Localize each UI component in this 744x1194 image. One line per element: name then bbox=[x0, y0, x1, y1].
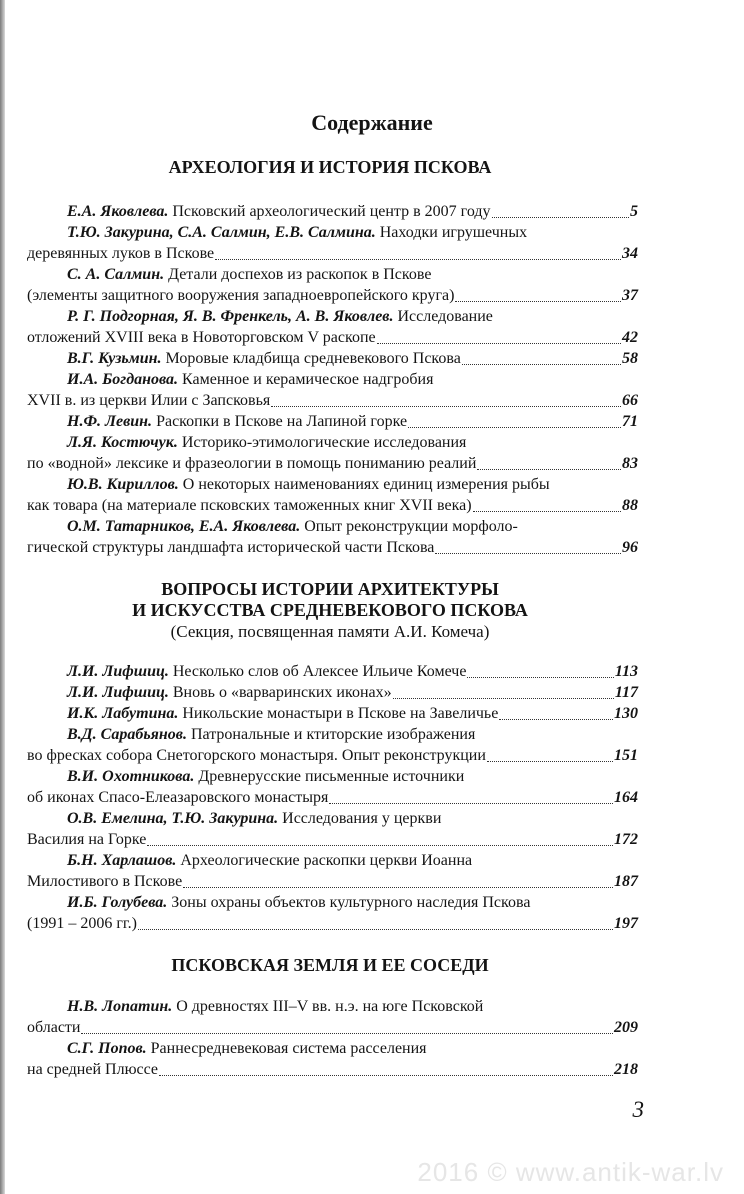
entry-title-line: во фресках собора Снетогорского монастыря. Опыт реконструкции bbox=[27, 747, 486, 764]
toc-entry[interactable] bbox=[27, 724, 638, 766]
entry-title-line: Моровые кладбища средневекового Пскова bbox=[165, 350, 461, 367]
entry-page: 88 bbox=[622, 497, 638, 514]
dot-leader bbox=[138, 909, 613, 930]
entry-author: И.Б. Голубева. bbox=[67, 894, 168, 911]
entry-page: 37 bbox=[622, 287, 638, 304]
dot-leader bbox=[215, 239, 621, 260]
dot-leader bbox=[467, 657, 613, 678]
dot-leader bbox=[435, 533, 621, 554]
entry-author: Т.Ю. Закурина, С.А. Салмин, Е.В. Салмина. bbox=[67, 224, 376, 241]
entry-page: 172 bbox=[614, 831, 638, 848]
entry-title-line: Находки игрушечных bbox=[379, 224, 528, 241]
entry-page: 197 bbox=[614, 915, 638, 932]
dot-leader bbox=[377, 323, 621, 344]
section-subtitle: (Секция, посвященная памяти А.И. Комеча) bbox=[170, 622, 490, 641]
toc-entry[interactable] bbox=[27, 703, 638, 724]
entry-title-line: О некоторых наименованиях единиц измерения рыбы bbox=[182, 476, 550, 493]
toc-entry[interactable] bbox=[27, 369, 638, 411]
entry-page: 83 bbox=[622, 455, 638, 472]
entry-title-line: Историко-этимологические исследования bbox=[181, 434, 467, 451]
entry-title-line: по «водной» лексике и фразеологии в помощь пониманию реалий bbox=[27, 455, 477, 472]
entry-author: Е.А. Яковлева. bbox=[67, 203, 169, 220]
entry-author: И.А. Богданова. bbox=[67, 371, 179, 388]
toc-entry[interactable] bbox=[27, 201, 638, 222]
entry-page: 71 bbox=[622, 413, 638, 430]
entry-title-line: XVII в. из церкви Илии с Запсковья bbox=[27, 392, 271, 409]
dot-leader bbox=[477, 449, 621, 470]
entry-author: И.К. Лабутина. bbox=[67, 705, 179, 722]
entry-title-line: деревянных луков в Пскове bbox=[27, 245, 215, 262]
entry-title-line: гической структуры ландшафта исторической части Пскова bbox=[27, 539, 435, 556]
dot-leader bbox=[408, 407, 621, 428]
toc-entry[interactable] bbox=[27, 264, 638, 306]
entry-title-line: (1991 – 2006 гг.) bbox=[27, 915, 137, 932]
toc-entry[interactable] bbox=[27, 432, 638, 474]
section-heading-archaeology: АРХЕОЛОГИЯ И ИСТОРИЯ ПСКОВА bbox=[168, 157, 492, 177]
entry-page: 151 bbox=[614, 747, 638, 764]
entry-title-line: Археологические раскопки церкви Иоанна bbox=[180, 852, 473, 869]
entry-title-line: Милостивого в Пскове bbox=[27, 873, 183, 890]
page-title: Содержание bbox=[311, 110, 433, 135]
dot-leader bbox=[81, 1013, 613, 1034]
toc-entry[interactable] bbox=[27, 474, 638, 516]
dot-leader bbox=[271, 386, 621, 407]
section-heading-architecture: ВОПРОСЫ ИСТОРИИ АРХИТЕКТУРЫ bbox=[161, 579, 499, 599]
toc-entry[interactable] bbox=[27, 808, 638, 850]
entry-title-line: Исследования у церкви bbox=[282, 810, 442, 827]
entry-author: Р. Г. Подгорная, Я. В. Френкель, А. В. Яковлев. bbox=[67, 308, 394, 325]
entry-title-line: (элементы защитного вооружения западноевропейского круга) bbox=[27, 287, 455, 304]
entry-title-line: Раннесредневековая система расселения bbox=[150, 1040, 427, 1057]
entry-title-line: Раскопки в Пскове на Лапиной горке bbox=[156, 413, 408, 430]
page-number: 3 bbox=[632, 1097, 644, 1122]
section-heading-pskov-land: ПСКОВСКАЯ ЗЕМЛЯ И ЕЕ СОСЕДИ bbox=[171, 955, 489, 975]
toc-entry[interactable] bbox=[27, 766, 638, 808]
entry-author: Б.Н. Харлашов. bbox=[67, 852, 177, 869]
entry-title-line: Несколько слов об Алексее Ильиче Комече bbox=[172, 663, 467, 680]
entry-title-line: Детали доспехов из раскопок в Пскове bbox=[168, 266, 432, 283]
entry-author: О.М. Татарников, Е.А. Яковлева. bbox=[67, 518, 301, 535]
entry-title-line: на средней Плюссе bbox=[27, 1061, 159, 1078]
entry-title-line: Патрональные и ктиторские изображения bbox=[190, 726, 476, 743]
entry-title-line: Опыт реконструкции морфоло- bbox=[304, 518, 518, 535]
entry-page: 42 bbox=[622, 329, 638, 346]
toc-entry[interactable] bbox=[27, 222, 638, 264]
entry-author: Л.Я. Костючук. bbox=[67, 434, 178, 451]
dot-leader bbox=[492, 197, 629, 218]
dot-leader bbox=[183, 867, 613, 888]
toc-entry[interactable] bbox=[27, 1038, 638, 1080]
entry-page: 58 bbox=[622, 350, 638, 367]
entry-title-line: Вновь о «варваринских иконах» bbox=[172, 684, 392, 701]
entry-page: 5 bbox=[630, 203, 638, 220]
entry-page: 117 bbox=[614, 684, 638, 701]
entry-author: Н.В. Лопатин. bbox=[67, 998, 173, 1015]
dot-leader bbox=[499, 699, 613, 720]
dot-leader bbox=[329, 783, 613, 804]
entry-title-line: Василия на Горке bbox=[27, 831, 147, 848]
entry-page: 113 bbox=[614, 663, 638, 680]
dot-leader bbox=[462, 344, 621, 365]
entry-author: В.Г. Кузьмин. bbox=[67, 350, 162, 367]
entry-page: 164 bbox=[614, 789, 638, 806]
dot-leader bbox=[393, 678, 614, 699]
toc-entry[interactable] bbox=[27, 892, 638, 934]
toc-entry[interactable] bbox=[27, 996, 638, 1038]
entry-page: 34 bbox=[622, 245, 638, 262]
entry-title-line: области bbox=[27, 1019, 81, 1036]
entry-author: Л.И. Лифшиц. bbox=[67, 663, 169, 680]
dot-leader bbox=[159, 1055, 613, 1076]
entry-title-line: об иконах Спасо-Елеазаровского монастыря bbox=[27, 789, 329, 806]
entry-author: Ю.В. Кириллов. bbox=[67, 476, 179, 493]
entry-page: 96 bbox=[622, 539, 638, 556]
entry-page: 209 bbox=[614, 1019, 638, 1036]
entry-author: Н.Ф. Левин. bbox=[67, 413, 153, 430]
dot-leader bbox=[473, 491, 621, 512]
entry-title-line: О древностях III–V вв. н.э. на юге Псковской bbox=[176, 998, 484, 1015]
entry-title-line: Никольские монастыри в Пскове на Завеличье bbox=[182, 705, 499, 722]
toc-entry[interactable] bbox=[27, 850, 638, 892]
entry-title-line: Каменное и керамическое надгробия bbox=[182, 371, 434, 388]
entry-author: С.Г. Попов. bbox=[67, 1040, 147, 1057]
toc-entry[interactable] bbox=[27, 306, 638, 348]
entry-author: В.И. Охотникова. bbox=[67, 768, 195, 785]
watermark: 2016 © www.antik-war.lv bbox=[417, 1157, 724, 1187]
entry-title-line: Исследование bbox=[397, 308, 493, 325]
entry-page: 130 bbox=[614, 705, 638, 722]
entry-author: В.Д. Сарабьянов. bbox=[67, 726, 187, 743]
dot-leader bbox=[455, 281, 621, 302]
entry-title-line: как товара (на материале псковских таможенных книг XVII века) bbox=[27, 497, 472, 514]
toc-entry[interactable] bbox=[27, 348, 638, 369]
entry-page: 218 bbox=[614, 1061, 638, 1078]
entry-page: 66 bbox=[622, 392, 638, 409]
dot-leader bbox=[147, 825, 613, 846]
entry-title-line: Зоны охраны объектов культурного наследия Пскова bbox=[171, 894, 531, 911]
toc-entry[interactable] bbox=[27, 516, 638, 558]
entry-author: Л.И. Лифшиц. bbox=[67, 684, 169, 701]
entry-title-line: Псковский археологический центр в 2007 году bbox=[172, 203, 491, 220]
entry-author: О.В. Емелина, Т.Ю. Закурина. bbox=[67, 810, 279, 827]
section-heading-architecture-line2: И ИСКУССТВА СРЕДНЕВЕКОВОГО ПСКОВА bbox=[132, 600, 528, 620]
entry-title-line: отложений XVIII века в Новоторговском V раскопе bbox=[27, 329, 376, 346]
toc-entry[interactable] bbox=[27, 411, 638, 432]
entry-author: С. А. Салмин. bbox=[67, 266, 165, 283]
dot-leader bbox=[487, 741, 613, 762]
entry-title-line: Древнерусские письменные источники bbox=[198, 768, 465, 785]
entry-page: 187 bbox=[614, 873, 638, 890]
